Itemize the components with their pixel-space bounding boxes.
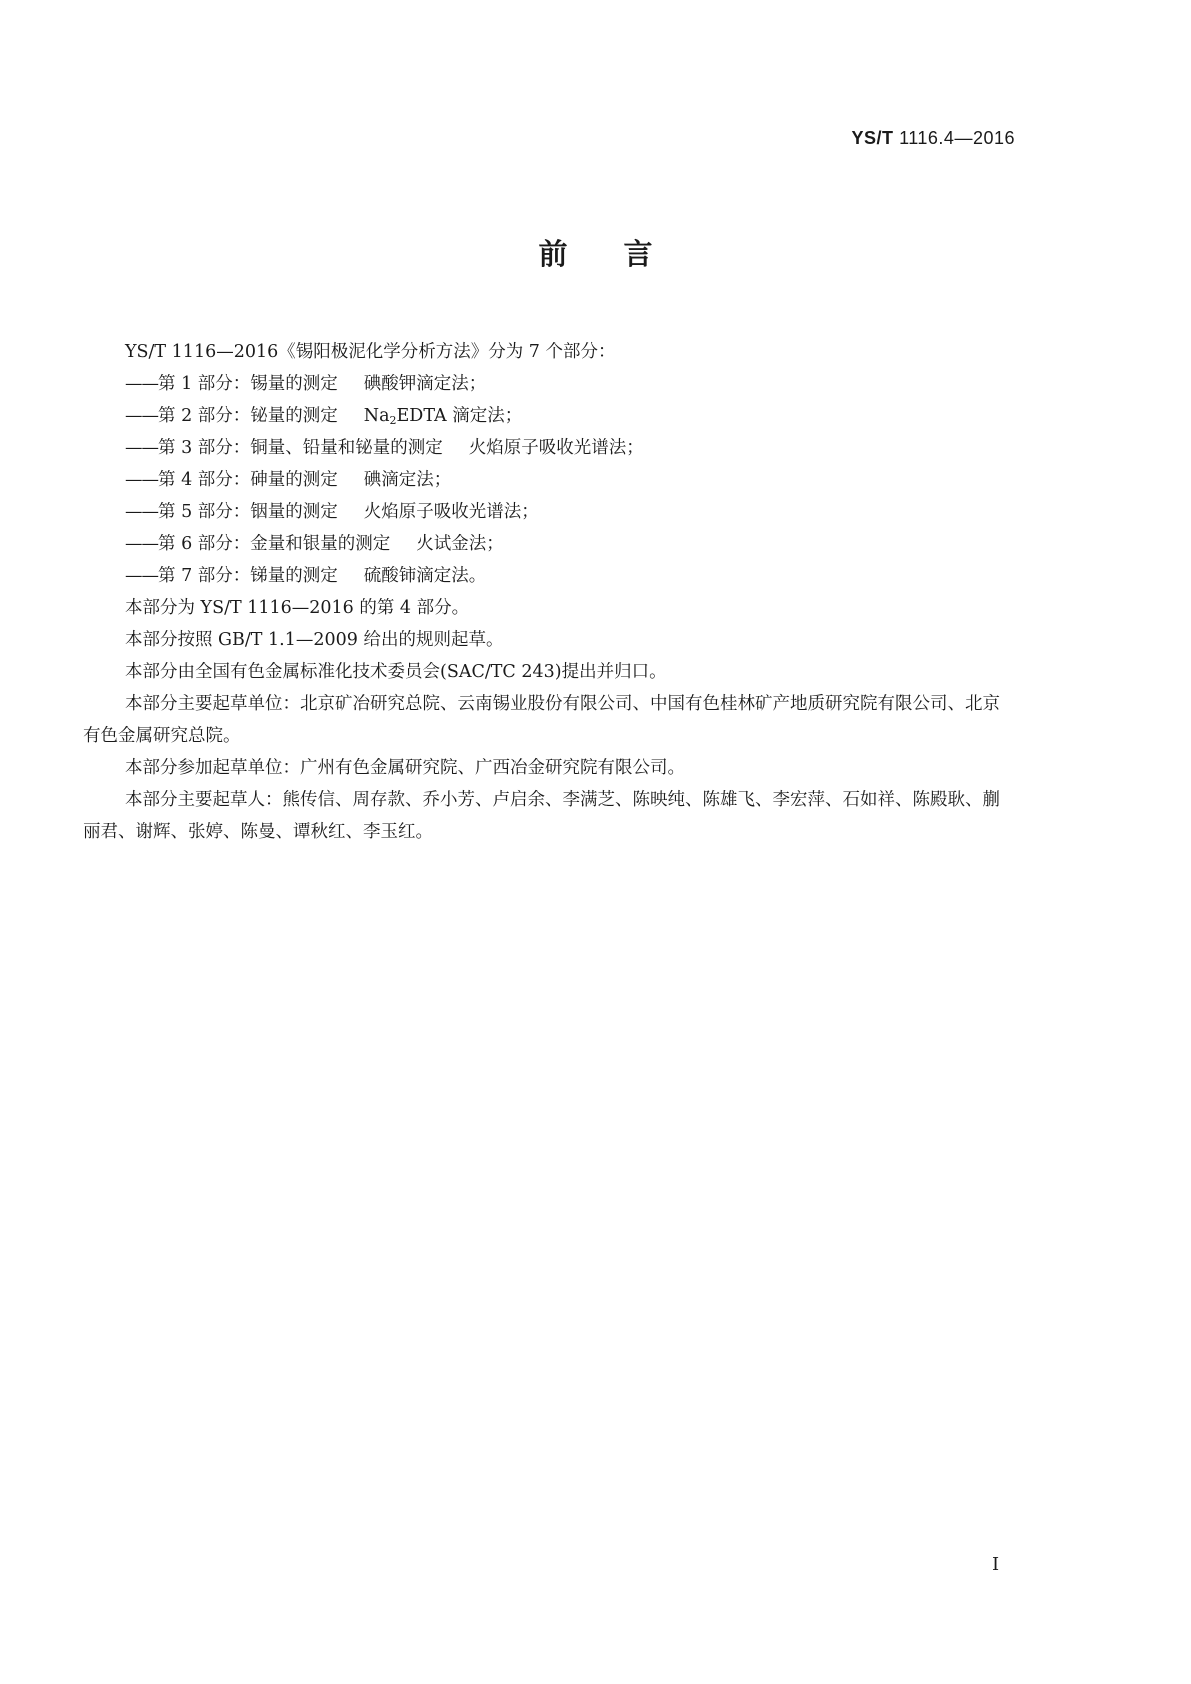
standard-number bbox=[852, 128, 1015, 149]
part-list-item bbox=[83, 368, 1015, 400]
em-dash: —— bbox=[125, 438, 158, 458]
part-label: 第 7 部分：锑量的测定 bbox=[158, 566, 338, 586]
drafting-rules-statement: 本部分按照 GB/T 1.1—2009 给出的规则起草。 bbox=[125, 630, 504, 650]
main-drafting-units: 本部分主要起草单位：北京矿冶研究总院、云南锡业股份有限公司、中国有色桂林矿产地质研究院有限公司、北京有色金属研究总院。 bbox=[83, 694, 1000, 746]
part-label: 第 2 部分：铋量的测定 bbox=[158, 406, 338, 426]
em-dash: —— bbox=[125, 470, 158, 490]
standard-part-year: 1116.4—2016 bbox=[899, 128, 1015, 148]
participating-drafting-units: 本部分参加起草单位：广州有色金属研究院、广西冶金研究院有限公司。 bbox=[125, 758, 685, 778]
part-statement: 本部分为 YS/T 1116—2016 的第 4 部分。 bbox=[125, 598, 470, 618]
main-drafters: 本部分主要起草人：熊传信、周存款、乔小芳、卢启余、李满芝、陈映纯、陈雄飞、李宏萍、石如祥、陈殿耿、蒯丽君、谢辉、张婷、陈曼、谭秋红、李玉红。 bbox=[83, 790, 1000, 842]
em-dash: —— bbox=[125, 566, 158, 586]
foreword-body bbox=[83, 336, 1015, 848]
part-label: 第 1 部分：锡量的测定 bbox=[158, 374, 338, 394]
part-method: 火试金法； bbox=[416, 534, 504, 554]
intro-paragraph: YS/T 1116—2016《锡阳极泥化学分析方法》分为 7 个部分： bbox=[125, 342, 616, 362]
part-label: 第 4 部分：砷量的测定 bbox=[158, 470, 338, 490]
part-list-item bbox=[83, 464, 1015, 496]
part-method: 碘滴定法； bbox=[363, 470, 452, 490]
part-method-subscript: 2 bbox=[389, 414, 397, 427]
part-method: 火焰原子吸收光谱法； bbox=[468, 438, 644, 458]
part-list-item bbox=[83, 496, 1015, 528]
committee-statement: 本部分由全国有色金属标准化技术委员会(SAC/TC 243)提出并归口。 bbox=[125, 662, 667, 682]
part-list-item bbox=[83, 400, 1015, 432]
part-method: 火焰原子吸收光谱法； bbox=[363, 502, 539, 522]
part-method-rest: EDTA 滴定法； bbox=[396, 406, 523, 426]
em-dash: —— bbox=[125, 406, 158, 426]
em-dash: —— bbox=[125, 502, 158, 522]
part-method: Na bbox=[363, 406, 390, 426]
foreword-heading: 前言 bbox=[538, 237, 709, 271]
part-label: 第 6 部分：金量和银量的测定 bbox=[158, 534, 391, 554]
part-list-item bbox=[83, 528, 1015, 560]
part-list-item bbox=[83, 560, 1015, 592]
part-method: 硫酸铈滴定法。 bbox=[363, 566, 487, 586]
part-label: 第 3 部分：铜量、铅量和铋量的测定 bbox=[158, 438, 443, 458]
standard-prefix: YS/T bbox=[851, 128, 894, 148]
em-dash: —— bbox=[125, 534, 158, 554]
page-number: I bbox=[992, 1554, 1000, 1575]
part-list-item bbox=[83, 432, 1015, 464]
em-dash: —— bbox=[125, 374, 158, 394]
part-method: 碘酸钾滴定法； bbox=[363, 374, 487, 394]
part-label: 第 5 部分：铟量的测定 bbox=[158, 502, 338, 522]
